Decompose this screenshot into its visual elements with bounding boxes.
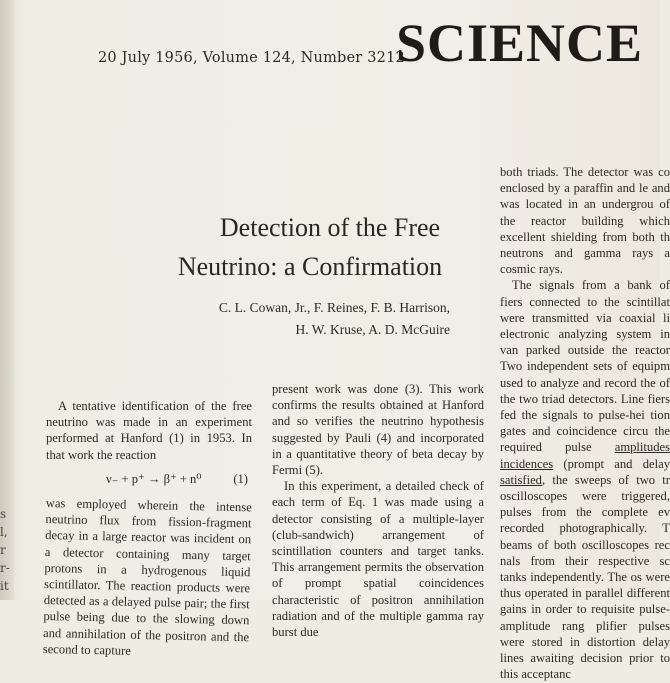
column2-paragraph1: present work was done (3). This work confirms the results obtained at Hanford and so verifies the neutrino hypothesis suggested by Pauli (4) and incorporated in a quantitative theory of beta decay by Fermi (5). [272, 382, 484, 478]
journal-masthead: SCIENCE [396, 13, 644, 73]
column2-paragraph2: In this experiment, a detailed check of each term of Eq. 1 was made using a detector consisting of a multiple-layer (club-sandwich) arrangement of scintillation counters and target tanks. This arrangement permits the observation of prompt spatial coincidences characteristic of positron annihilation radiation and of the multiple gamma ray burst due [272, 479, 484, 640]
article-title-line2: Neutrino: a Confirmation [177, 252, 443, 281]
underlined-word: amplitudes [614, 440, 670, 455]
margin-fragment: r- [0, 561, 10, 575]
underlined-word: incidences [500, 456, 554, 471]
issue-line: 20 July 1956, Volume 124, Number 3212 [98, 50, 405, 66]
article-title [40, 208, 480, 286]
article-title-line1: Detection of the Free [219, 213, 441, 242]
column1-paragraph2: was employed wherein the intense neutrino flux from fission-fragment decay in a large reactor was incident on a detector containing many target protons in a hydrogenous liquid scintillator. The reaction products were detected as a delayed pulse pair; the first pulse being due to the slowing down and annihilation of the positron and the second to capture [42, 496, 252, 658]
margin-fragment: s [0, 507, 7, 521]
text-column-3 [500, 164, 670, 683]
column3-paragraph2 [500, 277, 670, 682]
column3-text: The signals from a bank of fiers connected to the scintillat were transmitted via coaxial li electronic analyzing system in van parked outside the reactor Two independent sets of equipm used to analyze and record the of the two triad detectors. Line fiers fed the signals to pulse-hei tion gates and coincidence circu the required pulse [500, 278, 670, 455]
text-column-1 [42, 398, 252, 658]
left-margin-fragments [0, 505, 10, 595]
authors-line1: C. L. Cowan, Jr., F. Reines, F. B. Harrison, [218, 300, 450, 315]
margin-fragment: r [0, 543, 6, 557]
page-header [0, 0, 660, 80]
column3-paragraph1: both triads. The detector was co enclosed by a paraffin and le and was located in an undergrou of the reactor building which excellent shielding from both th neutrons and gamma rays a cosmic rays. [500, 165, 670, 277]
margin-fragment: it [0, 579, 9, 593]
equation-1 [106, 471, 252, 487]
authors-line2: H. W. Kruse, A. D. McGuire [295, 322, 450, 337]
underlined-word: satisfied [500, 472, 542, 487]
article-authors [150, 297, 450, 341]
column1-paragraph1: A tentative identification of the free neutrino was made in an experiment performed at Hanford (1) in 1953. In that work the reaction [46, 399, 252, 462]
column3-text: , the sweeps of two tr oscilloscopes were triggered, pulses from the complete ev recorded photographically. T beams of both oscilloscopes rec nals from their respective sc tanks independently. The os were thus operated in parallel different gains in order to requisite pulse-amplitude rang plifier pulses were stored in distortion delay lines awaiting decision prior to this acceptanc [500, 472, 670, 682]
margin-fragment: l, [0, 525, 8, 539]
column3-text: (prompt and delay [553, 456, 670, 471]
equation-number: (1) [233, 471, 248, 486]
equation-expression: ν₋ + p⁺ → β⁺ + n⁰ [106, 471, 202, 486]
text-column-2 [272, 381, 484, 640]
